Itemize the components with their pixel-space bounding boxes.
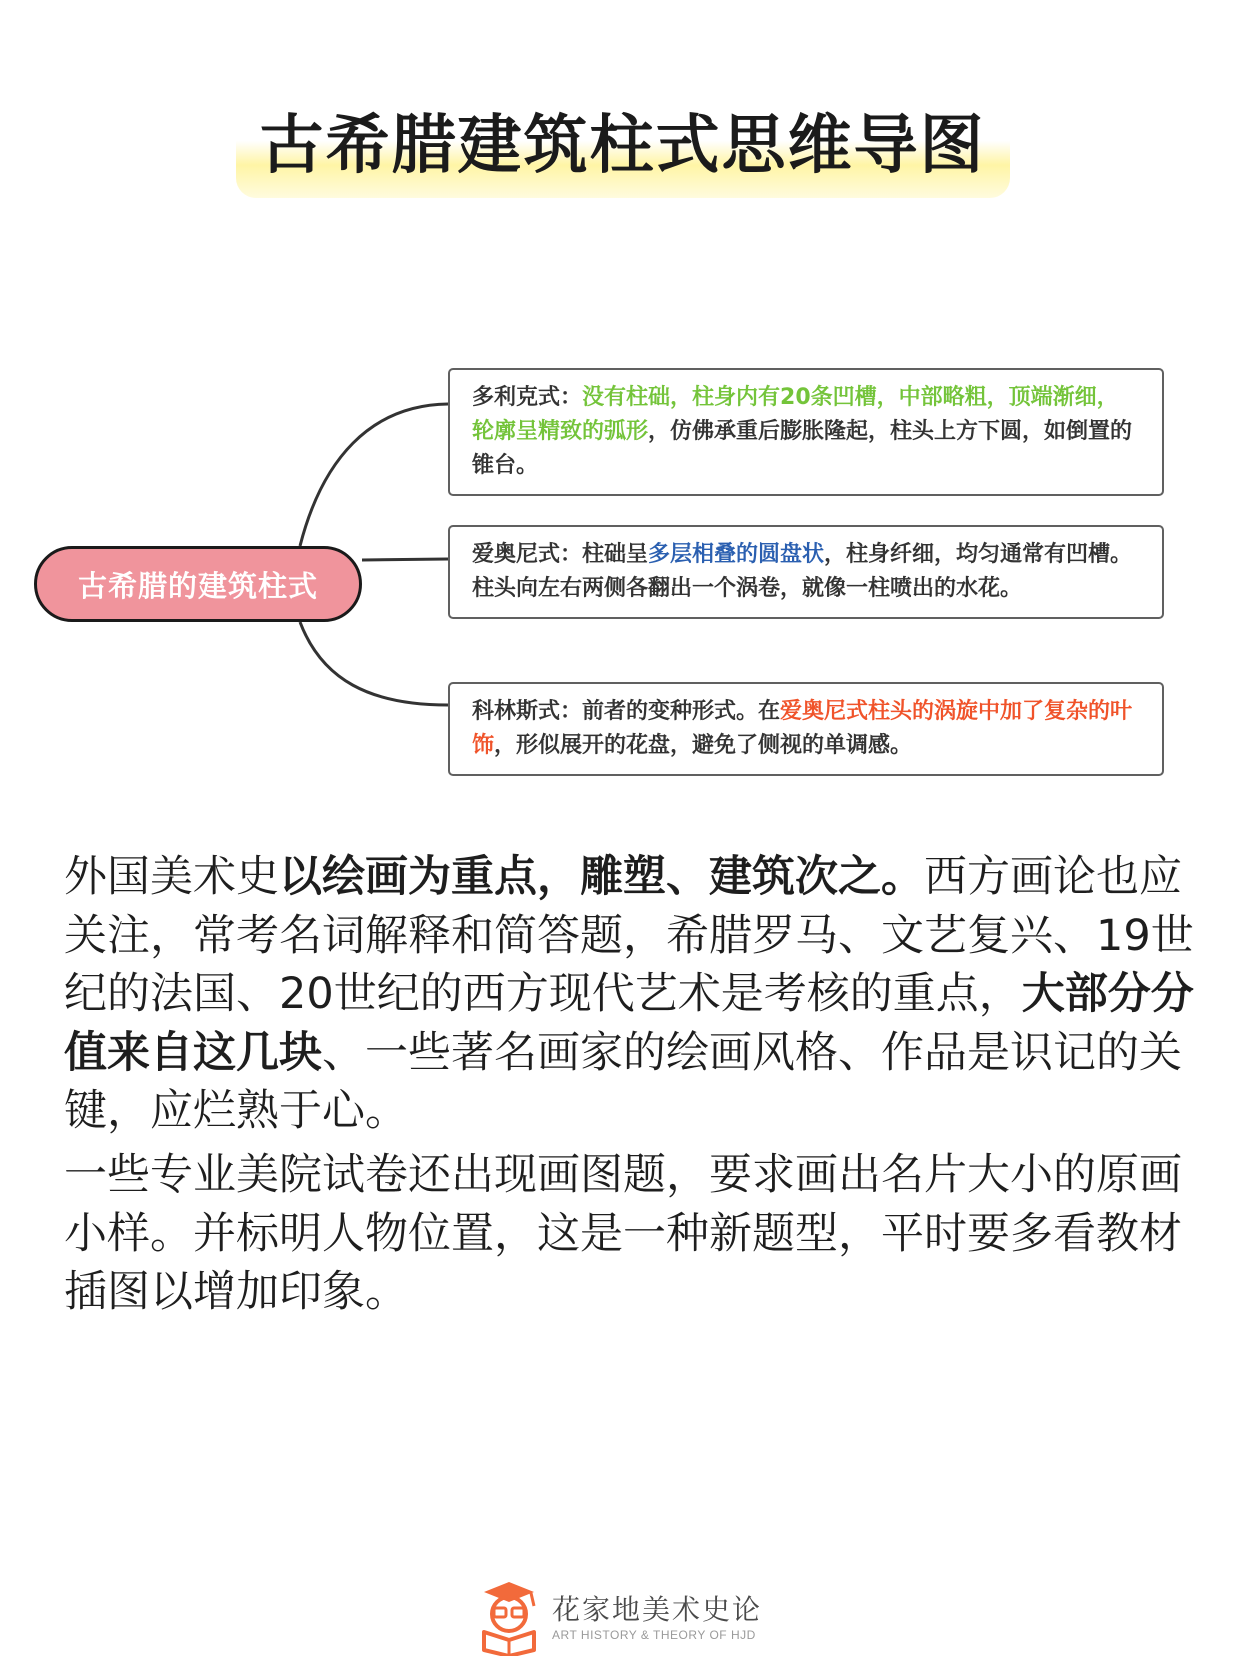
paragraph-text: 、一些著名画家的绘画风格、作品是识记的关键，应烂熟于心。 — [64, 1027, 1182, 1136]
connector-doric — [300, 404, 448, 546]
root-node-label: 古希腊的建筑柱式 — [77, 568, 318, 603]
branch-text: ，柱身纤细，均匀通常有凹槽。柱头向左右两侧各翻出一个涡卷，就像一柱喷出的水花。 — [472, 542, 1133, 601]
branch-node-corinthian — [448, 682, 1164, 776]
branch-text: 科林斯式：前者的变种形式。在 — [472, 699, 781, 724]
branch-highlight-text: 没有柱础，柱身内有20条凹槽，中部略粗，顶端渐细，轮廓呈精致的弧形 — [472, 385, 1119, 444]
brand-name: 花家地美术史论 — [552, 1593, 763, 1626]
paragraph-text: 西方画论也应关注，常考名词解释和简答题，希腊罗马、文艺复兴、19世纪的法国、20世纪的西方现代艺术是考核的重点， — [64, 852, 1194, 1019]
root-node — [34, 546, 362, 622]
branch-node-doric — [448, 368, 1164, 496]
page-title: 古希腊建筑柱式思维导图 — [236, 88, 1010, 198]
paragraph-emphasis: 以绘画为重点，雕塑、建筑次之。 — [279, 852, 924, 902]
brand-logo — [474, 1580, 804, 1660]
connector-corinthian — [300, 622, 448, 705]
paragraph-emphasis: 大部分分值来自这几块 — [64, 969, 1194, 1078]
branch-node-ionic — [448, 525, 1164, 619]
mind-map — [0, 360, 1245, 810]
branch-highlight-text: 爱奥尼式柱头的涡旋中加了复杂的叶饰 — [472, 699, 1133, 758]
branch-text: 爱奥尼式：柱础呈 — [472, 542, 649, 567]
brand-subtitle: ART HISTORY & THEORY OF HJD — [552, 1628, 756, 1642]
branch-text: ，形似展开的花盘，避免了侧视的单调感。 — [494, 733, 913, 758]
body-paragraph-2 — [64, 1146, 1194, 1322]
connector-ionic — [362, 559, 448, 560]
branch-text: ，仿佛承重后膨胀隆起，柱头上方下圆，如倒置的锥台。 — [472, 419, 1133, 478]
title-area — [0, 88, 1245, 198]
branch-text: 多利克式： — [472, 385, 583, 410]
body-paragraph-1 — [64, 848, 1194, 1141]
scholar-mascot-icon — [474, 1580, 544, 1656]
paragraph-text: 外国美术史 — [64, 852, 279, 902]
paragraph-text: 一些专业美院试卷还出现画图题，要求画出名片大小的原画小样。并标明人物位置，这是一种新题型，平时要多看教材插图以增加印象。 — [64, 1150, 1182, 1317]
branch-highlight-text: 多层相叠的圆盘状 — [648, 542, 825, 567]
